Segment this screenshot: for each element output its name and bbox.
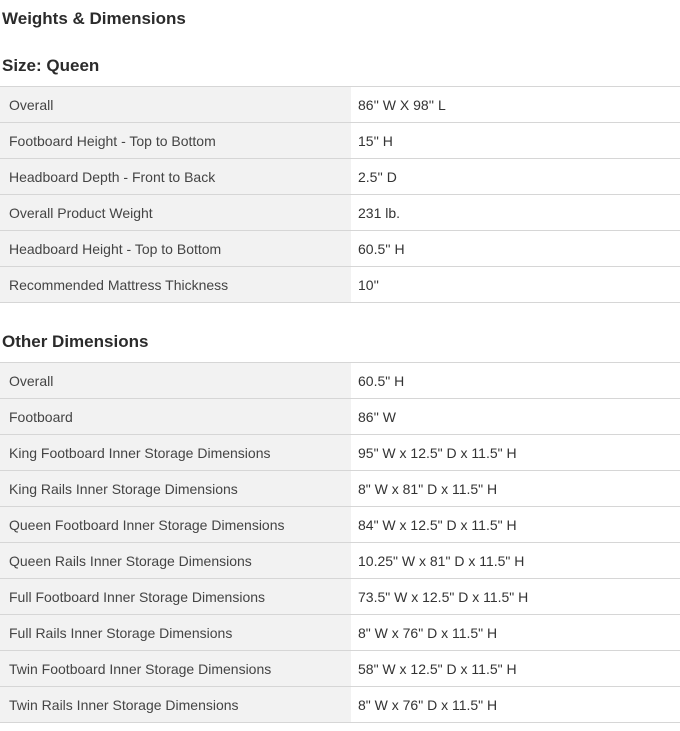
row-value: 10'' (351, 267, 680, 303)
row-label: Twin Footboard Inner Storage Dimensions (0, 651, 351, 687)
table-row (0, 87, 680, 123)
row-label: Queen Rails Inner Storage Dimensions (0, 543, 351, 579)
row-label: Queen Footboard Inner Storage Dimensions (0, 507, 351, 543)
table-row (0, 399, 680, 435)
row-label: Full Footboard Inner Storage Dimensions (0, 579, 351, 615)
row-value: 15'' H (351, 123, 680, 159)
row-value: 95" W x 12.5" D x 11.5" H (351, 435, 680, 471)
table-row (0, 471, 680, 507)
row-value: 60.5'' H (351, 231, 680, 267)
table-row (0, 231, 680, 267)
table-row (0, 159, 680, 195)
row-label: Overall Product Weight (0, 195, 351, 231)
row-value: 58" W x 12.5" D x 11.5" H (351, 651, 680, 687)
table-row (0, 123, 680, 159)
table-row (0, 579, 680, 615)
row-label: Twin Rails Inner Storage Dimensions (0, 687, 351, 723)
table-row (0, 435, 680, 471)
row-value: 10.25" W x 81" D x 11.5" H (351, 543, 680, 579)
table-row (0, 507, 680, 543)
row-label: Footboard (0, 399, 351, 435)
row-label: Recommended Mattress Thickness (0, 267, 351, 303)
row-label: Overall (0, 87, 351, 123)
row-value: 84" W x 12.5" D x 11.5" H (351, 507, 680, 543)
row-value: 86'' W X 98'' L (351, 87, 680, 123)
row-label: Headboard Depth - Front to Back (0, 159, 351, 195)
page-title: Weights & Dimensions (2, 9, 186, 28)
table-row (0, 615, 680, 651)
row-label: Overall (0, 363, 351, 399)
section-title-queen: Size: Queen (2, 56, 100, 75)
table-row (0, 267, 680, 303)
row-label: Footboard Height - Top to Bottom (0, 123, 351, 159)
row-value: 231 lb. (351, 195, 680, 231)
table-row (0, 363, 680, 399)
row-value: 8" W x 76" D x 11.5" H (351, 687, 680, 723)
row-value: 73.5" W x 12.5" D x 11.5" H (351, 579, 680, 615)
section-title-other: Other Dimensions (2, 332, 149, 351)
row-value: 86'' W (351, 399, 680, 435)
table-row (0, 195, 680, 231)
row-value: 8" W x 81" D x 11.5" H (351, 471, 680, 507)
table-row (0, 651, 680, 687)
row-value: 2.5'' D (351, 159, 680, 195)
other-dimensions-table (0, 362, 680, 723)
table-row (0, 687, 680, 723)
row-value: 8" W x 76" D x 11.5" H (351, 615, 680, 651)
row-label: Headboard Height - Top to Bottom (0, 231, 351, 267)
row-label: Full Rails Inner Storage Dimensions (0, 615, 351, 651)
row-label: King Footboard Inner Storage Dimensions (0, 435, 351, 471)
row-value: 60.5" H (351, 363, 680, 399)
queen-dimensions-table (0, 86, 680, 303)
table-row (0, 543, 680, 579)
row-label: King Rails Inner Storage Dimensions (0, 471, 351, 507)
